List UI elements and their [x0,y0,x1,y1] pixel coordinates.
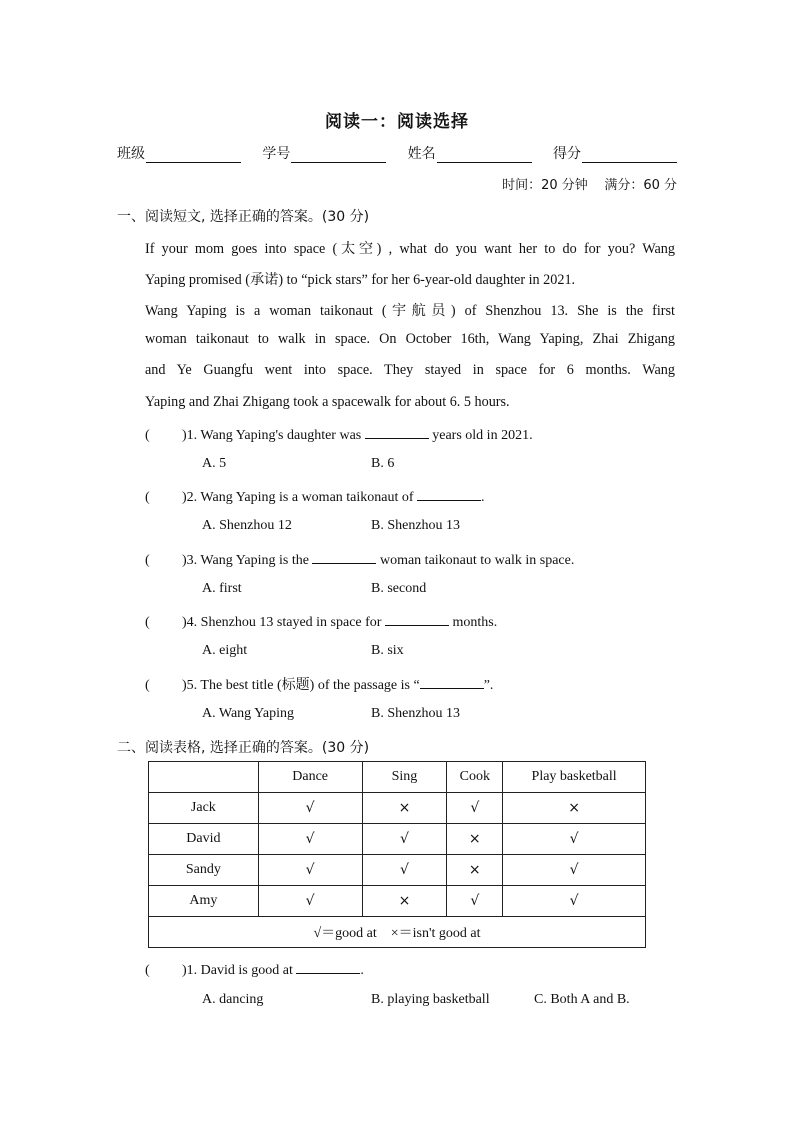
class-field [117,143,241,163]
option-b[interactable]: B. Shenzhou 13 [371,706,461,721]
class-label: 班级 [117,146,145,162]
score-label: 得分 [552,146,581,162]
option-a[interactable]: A. 5 [202,456,227,471]
table-header-row [149,762,646,793]
question-text: Wang Yaping is the [200,553,309,568]
table-cell: David [149,824,259,855]
option-b[interactable]: B. 6 [371,456,395,471]
student-info-row [117,143,677,163]
passage-line: and Ye Guangfu went into space. They stayed in space for 6 months. Wang [145,362,675,378]
question-number: )5. [182,678,198,693]
answer-paren[interactable]: ( [145,428,150,443]
option-a[interactable]: A. eight [202,643,248,658]
question-4 [145,612,497,631]
page-title: 阅读一：阅读选择 [325,112,469,132]
option-c[interactable]: C. Both A and B. [534,992,630,1007]
question-3 [145,550,574,569]
table-cell: √ [503,824,646,855]
question-text: years old in 2021. [432,428,533,443]
question-text: Shenzhou 13 stayed in space for [200,615,382,630]
student-no-blank[interactable] [291,146,386,163]
table-cell: √ [258,855,362,886]
table-cell: √ [258,824,362,855]
option-b[interactable]: B. playing basketball [371,992,490,1007]
answer-paren[interactable]: ( [145,490,150,505]
table-cell: Jack [149,793,259,824]
question-5 [145,674,493,694]
passage-line: If your mom goes into space (太空) , what do you want her to do for you? Wang [145,241,675,257]
option-a[interactable]: A. dancing [202,992,264,1007]
question-text: Wang Yaping's daughter was [200,428,362,443]
section1-heading: 一、阅读短文, 选择正确的答案。(30 分) [117,209,370,225]
table-legend-row [149,917,646,948]
table-cell: × [447,855,503,886]
table-cell: Sandy [149,855,259,886]
option-b[interactable]: B. six [371,643,404,658]
fill-blank[interactable] [385,612,449,626]
fill-blank[interactable] [312,550,376,564]
option-a[interactable]: A. Wang Yaping [202,706,294,721]
option-b[interactable]: B. second [371,581,427,596]
name-blank[interactable] [437,146,532,163]
passage-line: woman taikonaut to walk in space. On October 16th, Wang Yaping, Zhai Zhigang [145,331,675,347]
student-no-field [262,143,386,163]
answer-paren[interactable]: ( [145,553,150,568]
table-row [149,793,646,824]
table-cell: √ [258,886,362,917]
question-number: )1. [182,963,198,978]
fill-blank[interactable] [296,960,360,974]
section2-heading: 二、阅读表格, 选择正确的答案。(30 分) [117,740,370,756]
passage-line: Yaping and Zhai Zhigang took a spacewalk for about 6. 5 hours. [145,394,510,410]
question-text: ”. [483,678,494,693]
question-2-1 [145,960,364,979]
fill-blank[interactable] [417,487,481,501]
answer-paren[interactable]: ( [145,678,150,693]
question-text: . [481,490,485,505]
table-header-cell: Sing [362,762,447,793]
table-cell: √ [362,824,447,855]
name-label: 姓名 [407,146,436,162]
class-blank[interactable] [146,146,241,163]
table-cell: × [503,793,646,824]
skills-table [148,761,646,948]
fill-blank[interactable] [365,425,429,439]
question-1 [145,425,533,444]
table-header-cell: Dance [258,762,362,793]
answer-paren[interactable]: ( [145,615,150,630]
score-field [553,143,677,163]
question-text: months. [452,615,498,630]
question-text: David is good at [200,963,293,978]
question-number: )2. [182,490,198,505]
passage-line: Yaping promised (承诺) to “pick stars” for her 6-year-old daughter in 2021. [145,272,576,288]
table-cell: √ [447,886,503,917]
table-row [149,886,646,917]
option-a[interactable]: A. first [202,581,242,596]
option-b[interactable]: B. Shenzhou 13 [371,518,461,533]
question-2 [145,487,485,506]
question-text: woman taikonaut to walk in space. [379,553,575,568]
table-header-cell [149,762,259,793]
question-text: The best title (标题) of the passage is “ [200,678,420,693]
name-field [408,143,532,163]
table-legend: √＝good at ×＝isn't good at [149,917,646,948]
table-cell: √ [503,855,646,886]
table-cell: × [447,824,503,855]
table-cell: Amy [149,886,259,917]
question-number: )3. [182,553,198,568]
table-header-cell: Cook [447,762,503,793]
table-row [149,824,646,855]
question-number: )1. [182,428,198,443]
student-no-label: 学号 [262,146,291,162]
fill-blank[interactable] [420,675,484,689]
table-cell: √ [362,855,447,886]
passage-line: Wang Yaping is a woman taikonaut (宇航员) of Shenzhou 13. She is the first [145,303,675,319]
table-cell: × [362,886,447,917]
question-number: )4. [182,615,198,630]
table-cell: × [362,793,447,824]
table-header-cell: Play basketball [503,762,646,793]
score-blank[interactable] [582,146,677,163]
table-row [149,855,646,886]
option-a[interactable]: A. Shenzhou 12 [202,518,292,533]
question-text: Wang Yaping is a woman taikonaut of [200,490,414,505]
time-info: 时间：20 分钟 满分：60 分 [502,178,677,193]
table-cell: √ [447,793,503,824]
question-text: . [360,963,364,978]
answer-paren[interactable]: ( [145,963,150,978]
table-cell: √ [503,886,646,917]
table-cell: √ [258,793,362,824]
